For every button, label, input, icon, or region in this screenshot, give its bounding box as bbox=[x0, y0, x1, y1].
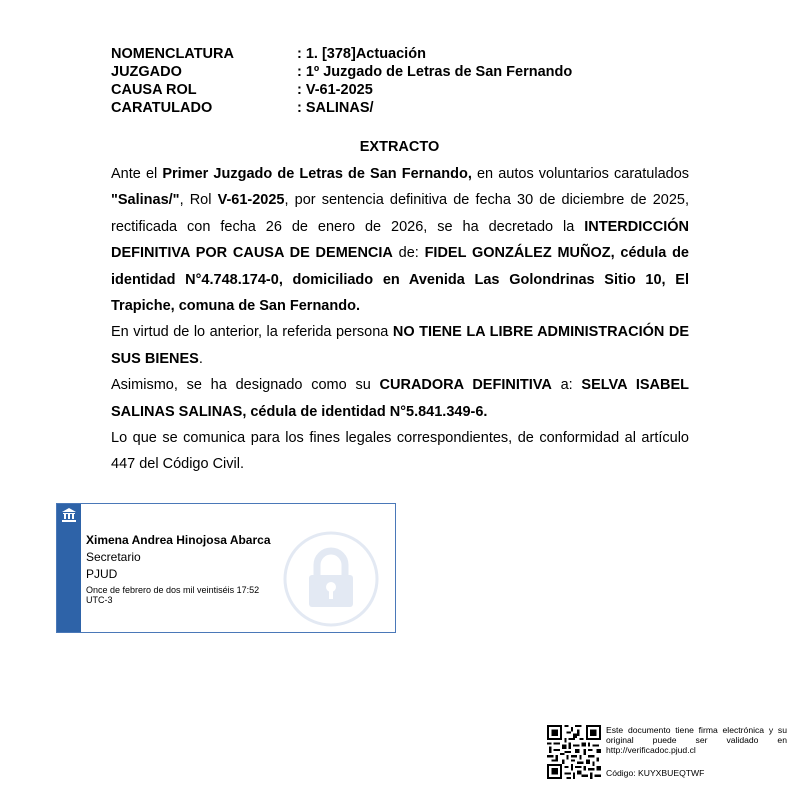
text-run: Lo que se comunica para los fines legales correspondientes, de conformidad al artículo 447 del Código Civil. bbox=[111, 430, 689, 473]
header-key: NOMENCLATURA bbox=[111, 46, 234, 62]
case-header bbox=[111, 45, 572, 117]
signature-side-bar bbox=[57, 504, 81, 632]
signature-date: Once de febrero de dos mil veintiséis 17:52 UTC-3 bbox=[86, 585, 260, 605]
paragraph-1 bbox=[111, 161, 689, 319]
courthouse-icon bbox=[61, 507, 77, 523]
document-body bbox=[111, 161, 689, 478]
text-run: Asimismo, se ha designado como su bbox=[111, 377, 380, 394]
paragraph-2 bbox=[111, 319, 689, 372]
header-value: : 1. [378]Actuación bbox=[297, 46, 426, 62]
text-run: a: bbox=[551, 377, 582, 394]
header-key: CAUSA ROL bbox=[111, 82, 197, 98]
bold-run: CURADORA DEFINITIVA bbox=[379, 377, 552, 394]
paragraph-4 bbox=[111, 425, 689, 478]
signer-organization: PJUD bbox=[86, 567, 118, 581]
document-title: EXTRACTO bbox=[359, 139, 440, 155]
lock-icon bbox=[279, 531, 383, 627]
bold-run: SELVA ISABEL SALINAS SALINAS, cédula de identidad N°5.841.349-6. bbox=[111, 377, 689, 420]
text-run: Ante el bbox=[111, 166, 163, 182]
bold-run: NO TIENE LA LIBRE ADMINISTRACIÓN DE SUS BIENES bbox=[111, 324, 690, 367]
header-value: : 1º Juzgado de Letras de San Fernando bbox=[297, 64, 573, 80]
signer-name: Ximena Andrea Hinojosa Abarca bbox=[86, 533, 271, 547]
text-run: En virtud de lo anterior, la referida persona bbox=[111, 324, 393, 341]
header-value: : SALINAS/ bbox=[297, 100, 374, 116]
bold-run: FIDEL GONZÁLEZ MUÑOZ, cédula de identidad N°4.748.174-0, domiciliado en Avenida Las Golondrinas Sitio 10, El Trapiche, comuna de San Fernando. bbox=[111, 245, 689, 315]
verification-code: Código: KUYXBUEQTWF bbox=[606, 768, 705, 778]
electronic-signature-box bbox=[56, 503, 396, 633]
header-row-juzgado bbox=[111, 63, 572, 81]
text-run: , por sentencia definitiva de fecha 30 de diciembre de 2025, rectificada con fecha 26 de enero de 2026, se ha decretado la bbox=[111, 192, 690, 235]
text-run: en autos voluntarios caratulados bbox=[471, 166, 690, 182]
signer-role: Secretario bbox=[86, 550, 141, 564]
verification-notice: Este documento tiene firma electrónica y su original puede ser validado en http://verificadoc.pjud.cl bbox=[606, 725, 787, 755]
paragraph-3 bbox=[111, 372, 689, 425]
qr-code-icon bbox=[547, 725, 601, 779]
text-run: . bbox=[198, 350, 203, 367]
header-row-causa-rol bbox=[111, 81, 572, 99]
bold-run: V-61-2025 bbox=[217, 192, 285, 209]
header-row-nomenclatura bbox=[111, 45, 572, 63]
text-run: de: bbox=[392, 245, 425, 262]
text-run: , Rol bbox=[179, 192, 218, 209]
header-key: CARATULADO bbox=[111, 100, 213, 116]
header-row-caratulado bbox=[111, 99, 572, 117]
header-key: JUZGADO bbox=[111, 64, 182, 80]
bold-run: "Salinas/" bbox=[111, 192, 180, 209]
bold-run: INTERDICCIÓN DEFINITIVA POR CAUSA DE DEMENCIA bbox=[111, 218, 689, 262]
bold-run: Primer Juzgado de Letras de San Fernando, bbox=[162, 166, 472, 182]
header-value: : V-61-2025 bbox=[297, 82, 373, 98]
